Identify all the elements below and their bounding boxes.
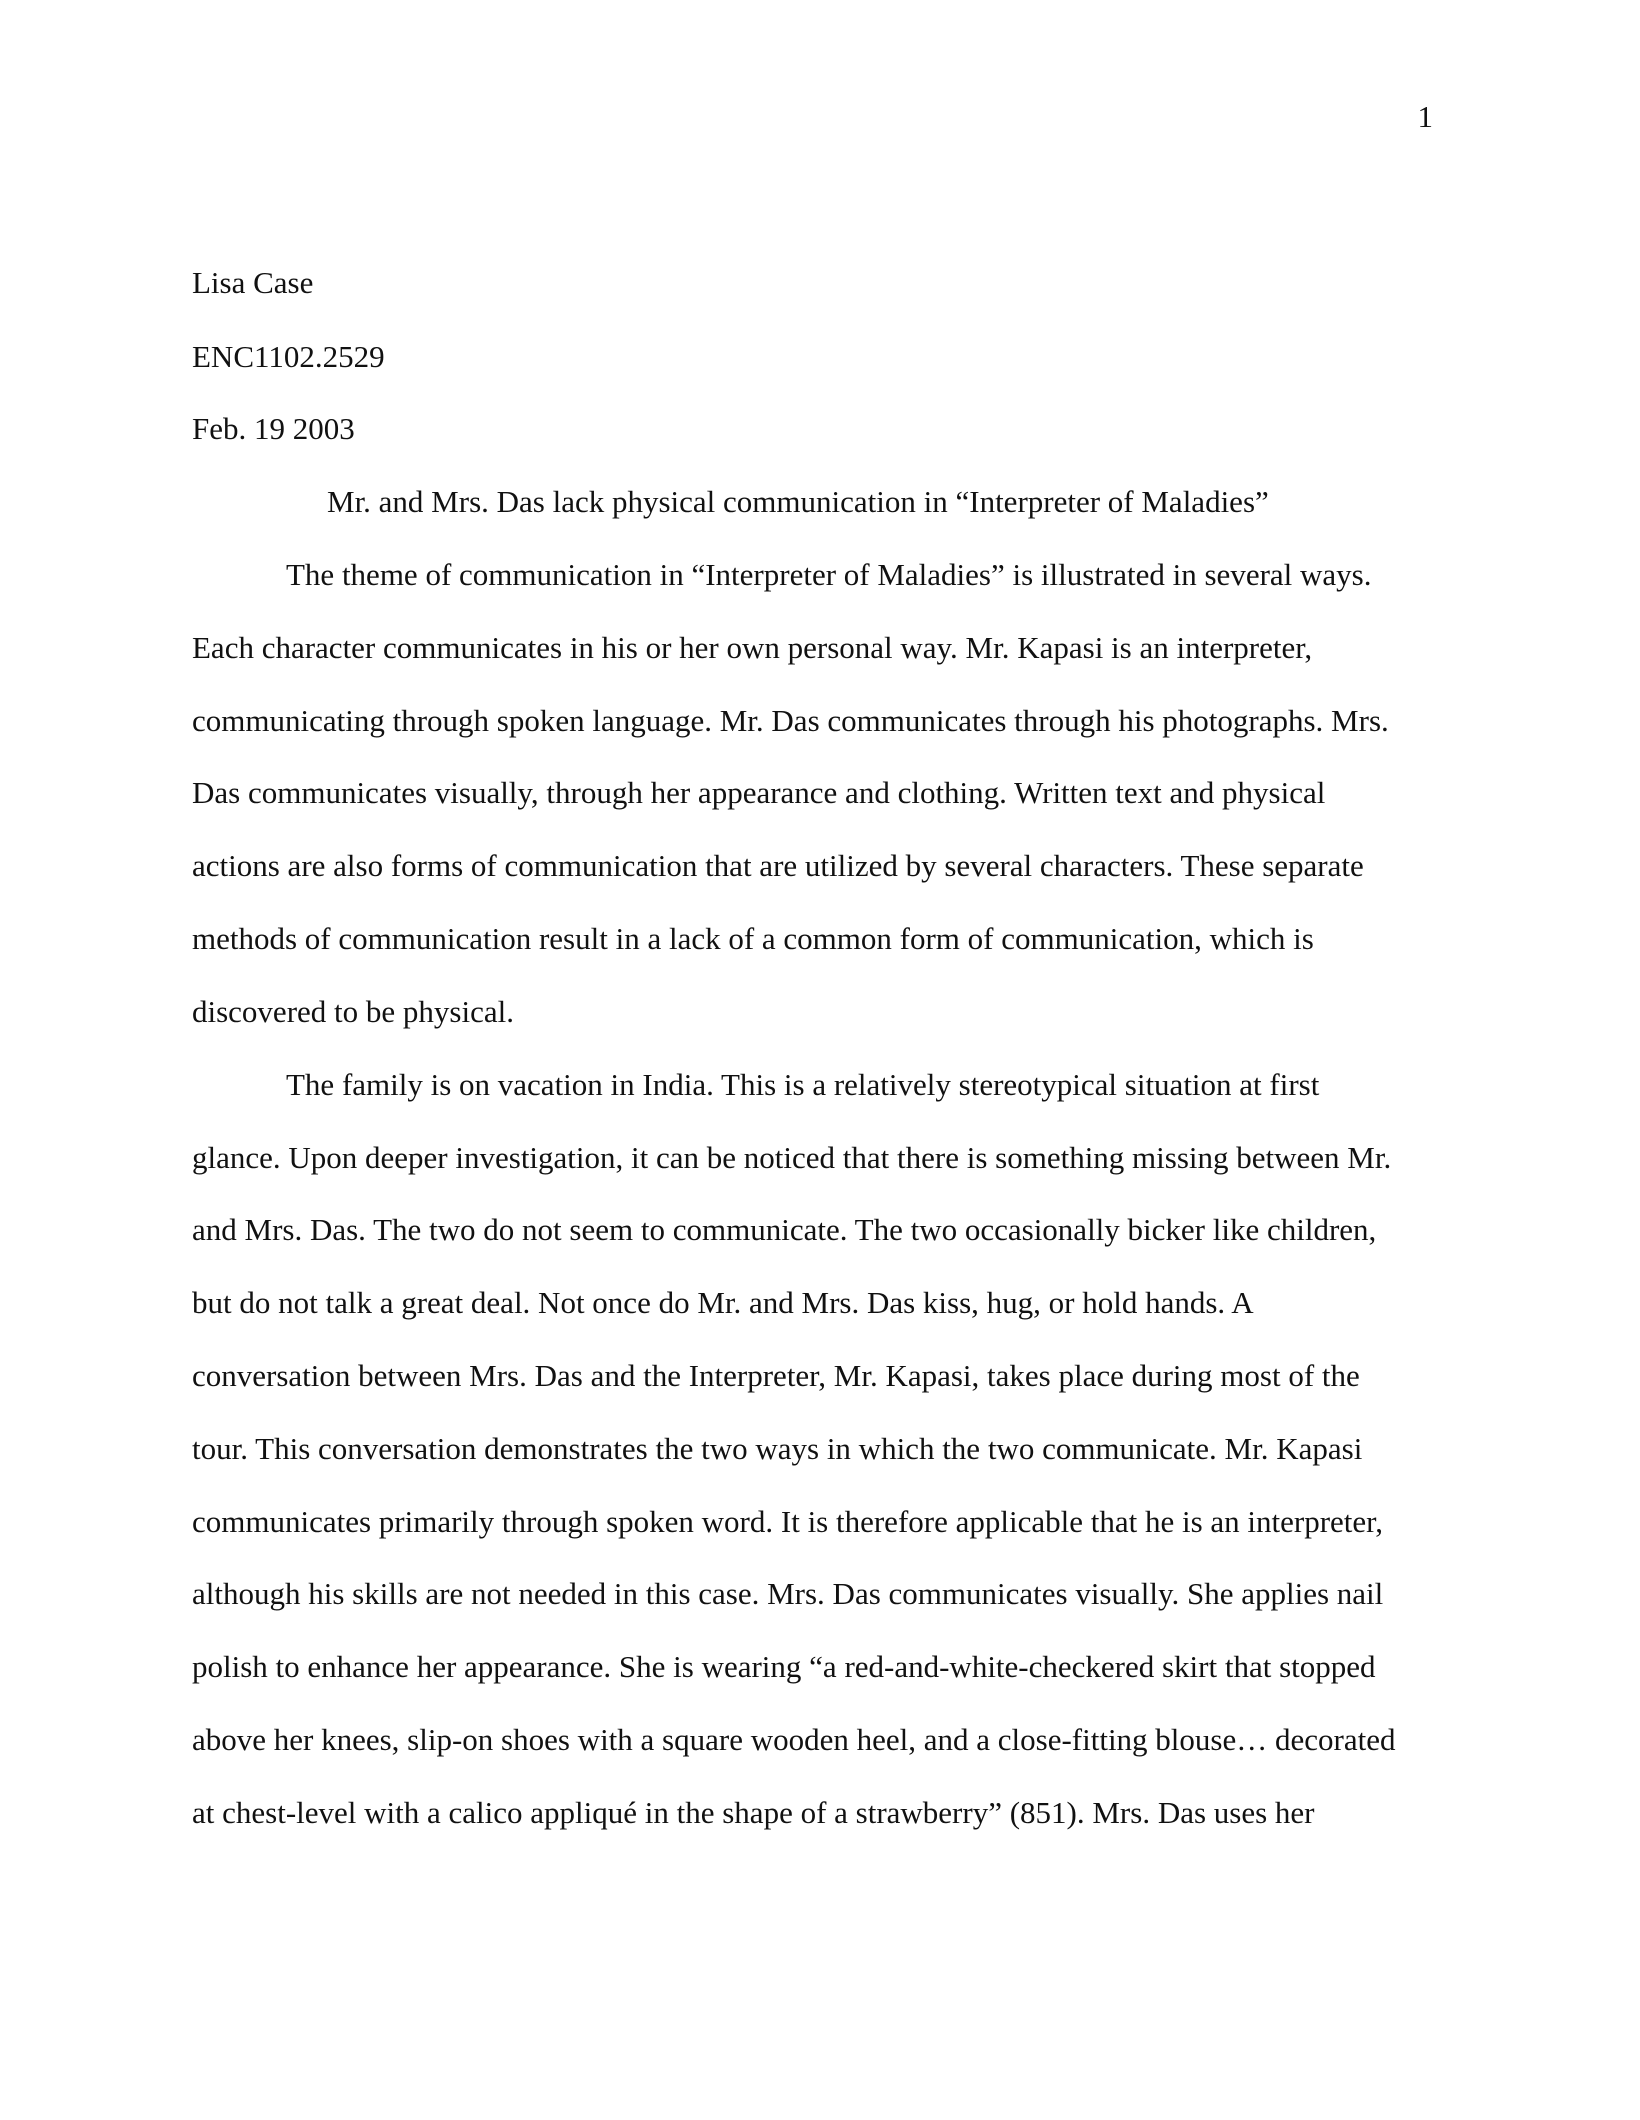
date: Feb. 19 2003 <box>192 411 355 446</box>
paragraph-2-line: communicates primarily through spoken word. It is therefore applicable that he is an interpreter, <box>192 1504 1384 1539</box>
paragraph-1-line: communicating through spoken language. Mr. Das communicates through his photographs. Mrs. <box>192 703 1389 738</box>
paragraph-2-line: tour. This conversation demonstrates the two ways in which the two communicate. Mr. Kapasi <box>192 1431 1363 1466</box>
paragraph-1-line: Das communicates visually, through her appearance and clothing. Written text and physical <box>192 775 1326 810</box>
paragraph-2-line: The family is on vacation in India. This is a relatively stereotypical situation at first <box>286 1067 1320 1102</box>
course-code: ENC1102.2529 <box>192 339 385 374</box>
paragraph-2-line: although his skills are not needed in this case. Mrs. Das communicates visually. She applies nail <box>192 1576 1384 1611</box>
paragraph-2-line: glance. Upon deeper investigation, it can be noticed that there is something missing between Mr. <box>192 1140 1392 1175</box>
paragraph-2-line: but do not talk a great deal. Not once do Mr. and Mrs. Das kiss, hug, or hold hands. A <box>192 1285 1254 1320</box>
paragraph-1-line: methods of communication result in a lack of a common form of communication, which is <box>192 921 1314 956</box>
author-name: Lisa Case <box>192 265 314 300</box>
paragraph-2-line: at chest-level with a calico appliqué in the shape of a strawberry” (851). Mrs. Das uses her <box>192 1795 1315 1830</box>
paragraph-2-line: above her knees, slip-on shoes with a square wooden heel, and a close-fitting blouse… decorated <box>192 1722 1396 1757</box>
paragraph-1-line: actions are also forms of communication that are utilized by several characters. These separate <box>192 848 1364 883</box>
paragraph-1-line: The theme of communication in “Interpreter of Maladies” is illustrated in several ways. <box>286 557 1372 592</box>
paragraph-2-line: and Mrs. Das. The two do not seem to communicate. The two occasionally bicker like children, <box>192 1212 1377 1247</box>
paragraph-2-line: polish to enhance her appearance. She is wearing “a red-and-white-checkered skirt that stopped <box>192 1649 1376 1684</box>
essay-title: Mr. and Mrs. Das lack physical communication in “Interpreter of Maladies” <box>327 484 1269 519</box>
paragraph-1-line: discovered to be physical. <box>192 994 514 1029</box>
paragraph-1-line: Each character communicates in his or her own personal way. Mr. Kapasi is an interpreter, <box>192 630 1313 665</box>
paragraph-2-line: conversation between Mrs. Das and the Interpreter, Mr. Kapasi, takes place during most of the <box>192 1358 1360 1393</box>
page-number: 1 <box>1417 99 1433 134</box>
